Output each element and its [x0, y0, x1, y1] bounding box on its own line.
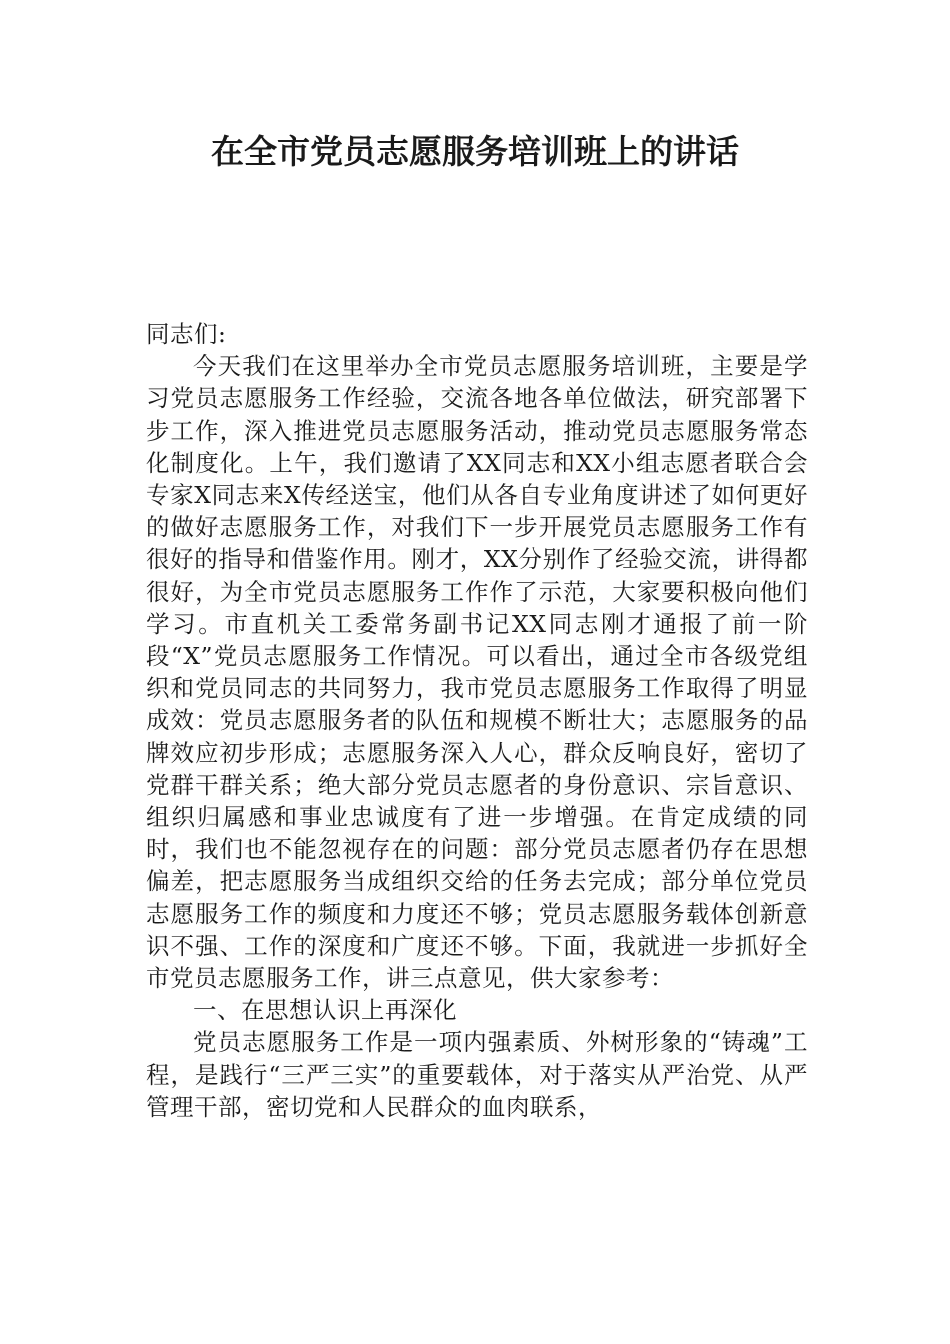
opening-paragraph: 今天我们在这里举办全市党员志愿服务培训班，主要是学习党员志愿服务工作经验，交流各地各单位做法，研究部署下步工作，深入推进党员志愿服务活动，推动党员志愿服务常态化制度化。上午，我们邀请了XX同志和XX小组志愿者联合会专家X同志来X传经送宝，他们从各自专业角度讲述了如何更好的做好志愿服务工作，对我们下一步开展党员志愿服务工作有很好的指导和借鉴作用。刚才，XX分别作了经验交流，讲得都很好，为全市党员志愿服务工作作了示范，大家要积极向他们学习。市直机关工委常务副书记XX同志刚才通报了前一阶段“X”党员志愿服务工作情况。可以看出，通过全市各级党组织和党员同志的共同努力，我市党员志愿服务工作取得了明显成效：党员志愿服务者的队伍和规模不断壮大；志愿服务的品牌效应初步形成；志愿服务深入人心，群众反响良好，密切了党群干群关系；绝大部分党员志愿者的身份意识、宗旨意识、组织归属感和事业忠诚度有了进一步增强。在肯定成绩的同时，我们也不能忽视存在的问题：部分党员志愿者仍存在思想偏差，把志愿服务当成组织交给的任务去完成；部分单位党员志愿服务工作的频度和力度还不够；党员志愿服务载体创新意识不强、工作的深度和广度还不够。下面，我就进一步抓好全市党员志愿服务工作，讲三点意见，供大家参考： [146, 352, 808, 993]
document-body [146, 318, 808, 1123]
section-heading: 一、在思想认识上再深化 [193, 996, 457, 1025]
section-paragraph: 党员志愿服务工作是一项内强素质、外树形象的“铸魂”工程，是践行“三严三实”的重要载体，对于落实从严治党、从严管理干部，密切党和人民群众的血肉联系， [146, 1028, 808, 1121]
salutation: 同志们: [146, 320, 227, 348]
document-title: 在全市党员志愿服务培训班上的讲话 [211, 132, 739, 171]
